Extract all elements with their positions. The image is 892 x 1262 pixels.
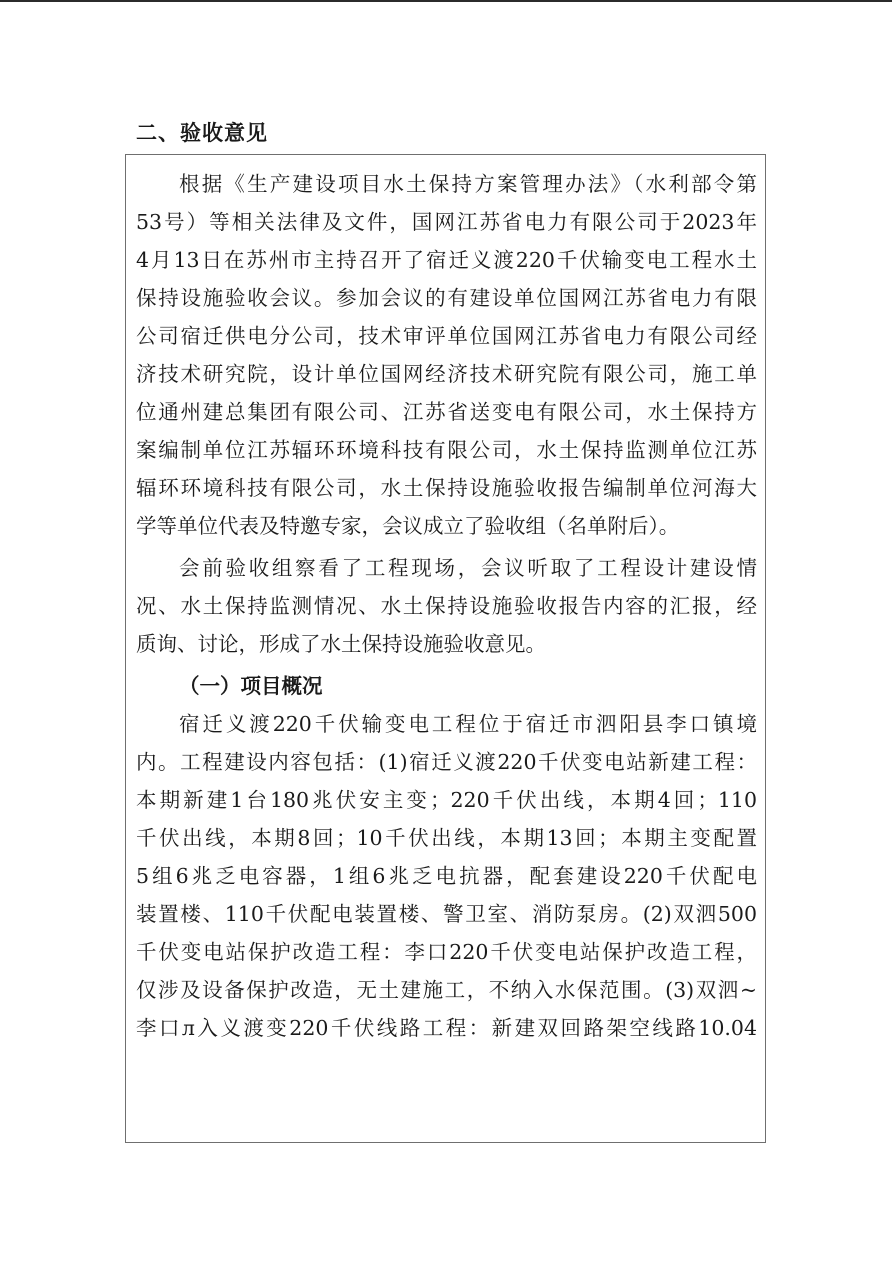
text-line: 宿迁义渡220千伏输变电工程位于宿迁市泗阳县李口镇境 xyxy=(179,712,757,736)
text-line: 4月13日在苏州市主持召开了宿迁义渡220千伏输变电工程水土 xyxy=(136,248,757,272)
text-line: 学等单位代表及特邀专家，会议成立了验收组（名单附后）。 xyxy=(136,514,680,538)
paragraph-meeting-process xyxy=(136,549,757,663)
text-line: 辐环环境科技有限公司，水土保持设施验收报告编制单位河海大 xyxy=(136,476,757,500)
acceptance-opinion-box xyxy=(125,154,766,1143)
text-line: 案编制单位江苏辐环环境科技有限公司，水土保持监测单位江苏 xyxy=(136,438,757,462)
subheading-project-overview: （一）项目概况 xyxy=(179,674,323,698)
page-top-rule xyxy=(0,0,892,2)
text-line: 内。工程建设内容包括：(1)宿迁义渡220千伏变电站新建工程： xyxy=(136,750,757,774)
text-line: 千伏出线，本期8回；10千伏出线，本期13回；本期主变配置 xyxy=(136,826,757,850)
paragraph-meeting-info xyxy=(136,165,757,545)
text-line: 公司宿迁供电分公司，技术审评单位国网江苏省电力有限公司经 xyxy=(136,324,757,348)
text-line: 位通州建总集团有限公司、江苏省送变电有限公司，水土保持方 xyxy=(136,400,757,424)
text-line: 会前验收组察看了工程现场，会议听取了工程设计建设情 xyxy=(179,556,757,580)
text-line: 5组6兆乏电容器，1组6兆乏电抗器，配套建设220千伏配电 xyxy=(136,864,757,888)
text-line: 质询、讨论，形成了水土保持设施验收意见。 xyxy=(136,632,546,656)
text-line: 53号）等相关法律及文件，国网江苏省电力有限公司于2023年 xyxy=(136,210,757,234)
text-line: 况、水土保持监测情况、水土保持设施验收报告内容的汇报，经 xyxy=(136,594,757,618)
text-line: 保持设施验收会议。参加会议的有建设单位国网江苏省电力有限 xyxy=(136,286,757,310)
text-line: 仅涉及设备保护改造，无土建施工，不纳入水保范围。(3)双泗~ xyxy=(136,978,757,1002)
text-line: 李口л入义渡变220千伏线路工程：新建双回路架空线路10.04 xyxy=(136,1016,757,1040)
paragraph-project-overview xyxy=(136,705,757,1047)
text-line: 千伏变电站保护改造工程：李口220千伏变电站保护改造工程， xyxy=(136,940,757,964)
text-line: 根据《生产建设项目水土保持方案管理办法》（水利部令第 xyxy=(179,172,757,196)
text-line: 济技术研究院，设计单位国网经济技术研究院有限公司，施工单 xyxy=(136,362,757,386)
acceptance-opinion-text xyxy=(136,155,757,1047)
text-line: 本期新建1台180兆伏安主变；220千伏出线，本期4回；110 xyxy=(136,788,757,812)
text-line: 装置楼、110千伏配电装置楼、警卫室、消防泵房。(2)双泗500 xyxy=(136,902,757,926)
section-heading: 二、验收意见 xyxy=(136,121,268,145)
